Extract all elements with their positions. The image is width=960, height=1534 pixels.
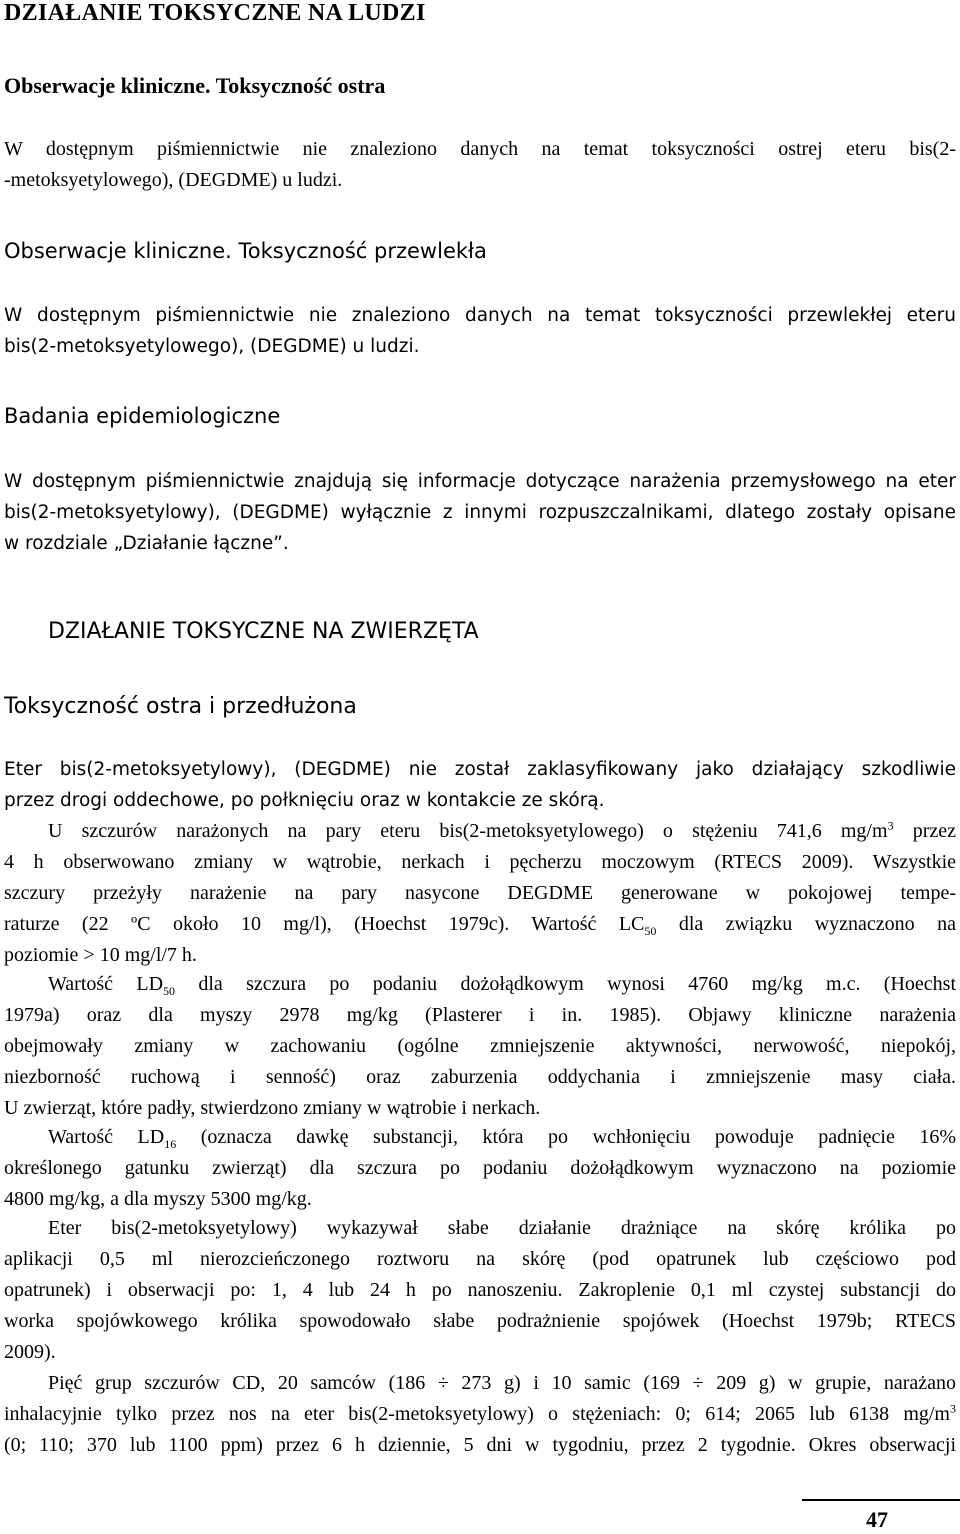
- text-line: [4, 909, 956, 940]
- text-line: W dostępnym piśmiennictwie znajdują się informacje dotyczące narażenia przemysłowego na eter: [4, 471, 956, 492]
- text-fragment: dla szczura po podaniu dożołądkowym wynosi 4760 mg/kg m.c. (Hoechst: [175, 973, 956, 995]
- text-line: opatrunek) i obserwacji po: 1, 4 lub 24 h po nanoszeniu. Zakroplenie 0,1 ml czystej substancji do: [4, 1279, 956, 1301]
- text-line: 2009).: [4, 1341, 56, 1363]
- subscript: 16: [164, 1137, 177, 1151]
- text-line: Eter bis(2-metoksyetylowy), (DEGDME) nie został zaklasyfikowany jako działający szkodliwie: [4, 759, 956, 780]
- paragraph-chronic: [4, 300, 956, 362]
- text-line: Pięć grup szczurów CD, 20 samców (186 ÷ 273 g) i 10 samic (169 ÷ 209 g) w grupie, narażano: [48, 1372, 956, 1394]
- heading-human-toxicity: DZIAŁANIE TOKSYCZNE NA LUDZI: [4, 0, 426, 26]
- text-line: bis(2-metoksyetylowy), (DEGDME) wyłącznie z innymi rozpuszczalnikami, dlatego zostały opisane: [4, 502, 956, 523]
- heading-animal-toxicity: [48, 618, 479, 644]
- text-fragment: dla związku wyznaczono na: [656, 913, 956, 935]
- text-fragment: przez: [893, 820, 956, 842]
- paragraph-inhalation-study: [4, 1368, 956, 1461]
- text-line: 4800 mg/kg, a dla myszy 5300 mg/kg.: [4, 1188, 312, 1210]
- text-line: Eter bis(2-metoksyetylowy) wykazywał słabe działanie drażniące na skórę królika po: [48, 1217, 956, 1239]
- text-line: bis(2-metoksyetylowego), (DEGDME) u ludzi.: [4, 336, 420, 357]
- footer-rule: [802, 1499, 960, 1501]
- paragraph-ld50: [4, 969, 956, 1124]
- text-fragment: (oznacza dawkę substancji, która po wchłonięciu powoduje padnięcie 16%: [176, 1126, 956, 1148]
- heading-acute-prolonged-text: Toksyczność ostra i przedłużona: [4, 694, 357, 719]
- text-line: [4, 969, 956, 1000]
- text-line: przez drogi oddechowe, po połknięciu oraz w kontakcie ze skórą.: [4, 790, 605, 811]
- text-line: [4, 1399, 956, 1430]
- text-line: [4, 1122, 956, 1153]
- heading-chronic-toxicity: [4, 239, 487, 264]
- paragraph-acute: [4, 134, 956, 196]
- paragraph-classification: [4, 754, 956, 816]
- text-line: niezborność ruchową i senność) oraz zaburzenia oddychania i zmniejszenie masy ciała.: [4, 1066, 956, 1088]
- text-line: (0; 110; 370 lub 1100 ppm) przez 6 h dziennie, 5 dni w tygodniu, przez 2 tygodnie. Okres obserwacji: [4, 1434, 956, 1456]
- heading-epidemiology-text: Badania epidemiologiczne: [4, 404, 281, 428]
- text-line: [4, 816, 956, 847]
- subscript: 50: [644, 924, 657, 938]
- text-line: poziomie > 10 mg/l/7 h.: [4, 944, 197, 966]
- page-number: 47: [866, 1507, 888, 1532]
- text-line: obejmowały zmiany w zachowaniu (ogólne zmniejszenie aktywności, nerwowość, niepokój,: [4, 1035, 956, 1057]
- text-line: szczury przeżyły narażenie na pary nasycone DEGDME generowane w pokojowej tempe-: [4, 882, 956, 904]
- paragraph-skin-irritation: [4, 1213, 956, 1368]
- text-line: W dostępnym piśmiennictwie nie znaleziono danych na temat toksyczności ostrej eteru bis(2-: [4, 138, 956, 160]
- text-line: W dostępnym piśmiennictwie nie znaleziono danych na temat toksyczności przewlekłej eteru: [4, 305, 956, 326]
- heading-chronic-toxicity-text: Obserwacje kliniczne. Toksyczność przewlekła: [4, 239, 487, 263]
- subscript: 50: [163, 984, 176, 998]
- text-fragment: Wartość LD: [48, 1126, 165, 1148]
- text-line: -metoksyetylowego), (DEGDME) u ludzi.: [4, 169, 343, 191]
- text-fragment: Wartość LD: [48, 973, 164, 995]
- text-line: określonego gatunku zwierząt) dla szczura po podaniu dożołądkowym wyznaczono na poziomie: [4, 1157, 956, 1179]
- heading-epidemiology: [4, 404, 280, 429]
- text-line: 4 h obserwowano zmiany w wątrobie, nerkach i pęcherzu moczowym (RTECS 2009). Wszystkie: [4, 851, 956, 873]
- heading-acute-toxicity: Obserwacje kliniczne. Toksyczność ostra: [4, 73, 386, 98]
- text-line: U zwierząt, które padły, stwierdzono zmiany w wątrobie i nerkach.: [4, 1097, 541, 1119]
- text-line: aplikacji 0,5 ml nierozcieńczonego roztworu na skórę (pod opatrunek lub częściowo pod: [4, 1248, 956, 1270]
- text-fragment: raturze (22 ºC około 10 mg/l), (Hoechst 1979c). Wartość LC: [4, 913, 645, 935]
- paragraph-epidemiology: [4, 466, 956, 559]
- text-line: 1979a) oraz dla myszy 2978 mg/kg (Plasterer i in. 1985). Objawy kliniczne narażenia: [4, 1004, 956, 1026]
- paragraph-rat-inhalation: [4, 816, 956, 971]
- text-fragment: inhalacyjnie tylko przez nos na eter bis(2-metoksyetylowy) o stężeniach: 0; 614; 2065 lub 6138 mg/m: [4, 1403, 950, 1425]
- text-line: worka spojówkowego królika spowodowało słabe podrażnienie spojówek (Hoechst 1979b; RTECS: [4, 1310, 956, 1332]
- heading-animal-toxicity-text: DZIAŁANIE TOKSYCZNE NA ZWIERZĘTA: [48, 619, 479, 644]
- text-line: w rozdziale „Działanie łączne”.: [4, 533, 289, 554]
- text-fragment: U szczurów narażonych na pary eteru bis(2-metoksyetylowego) o stężeniu 741,6 mg/m: [48, 820, 888, 842]
- superscript: 3: [887, 818, 894, 833]
- heading-acute-prolonged: [4, 693, 357, 719]
- superscript: 3: [950, 1401, 956, 1416]
- paragraph-ld16: [4, 1122, 956, 1215]
